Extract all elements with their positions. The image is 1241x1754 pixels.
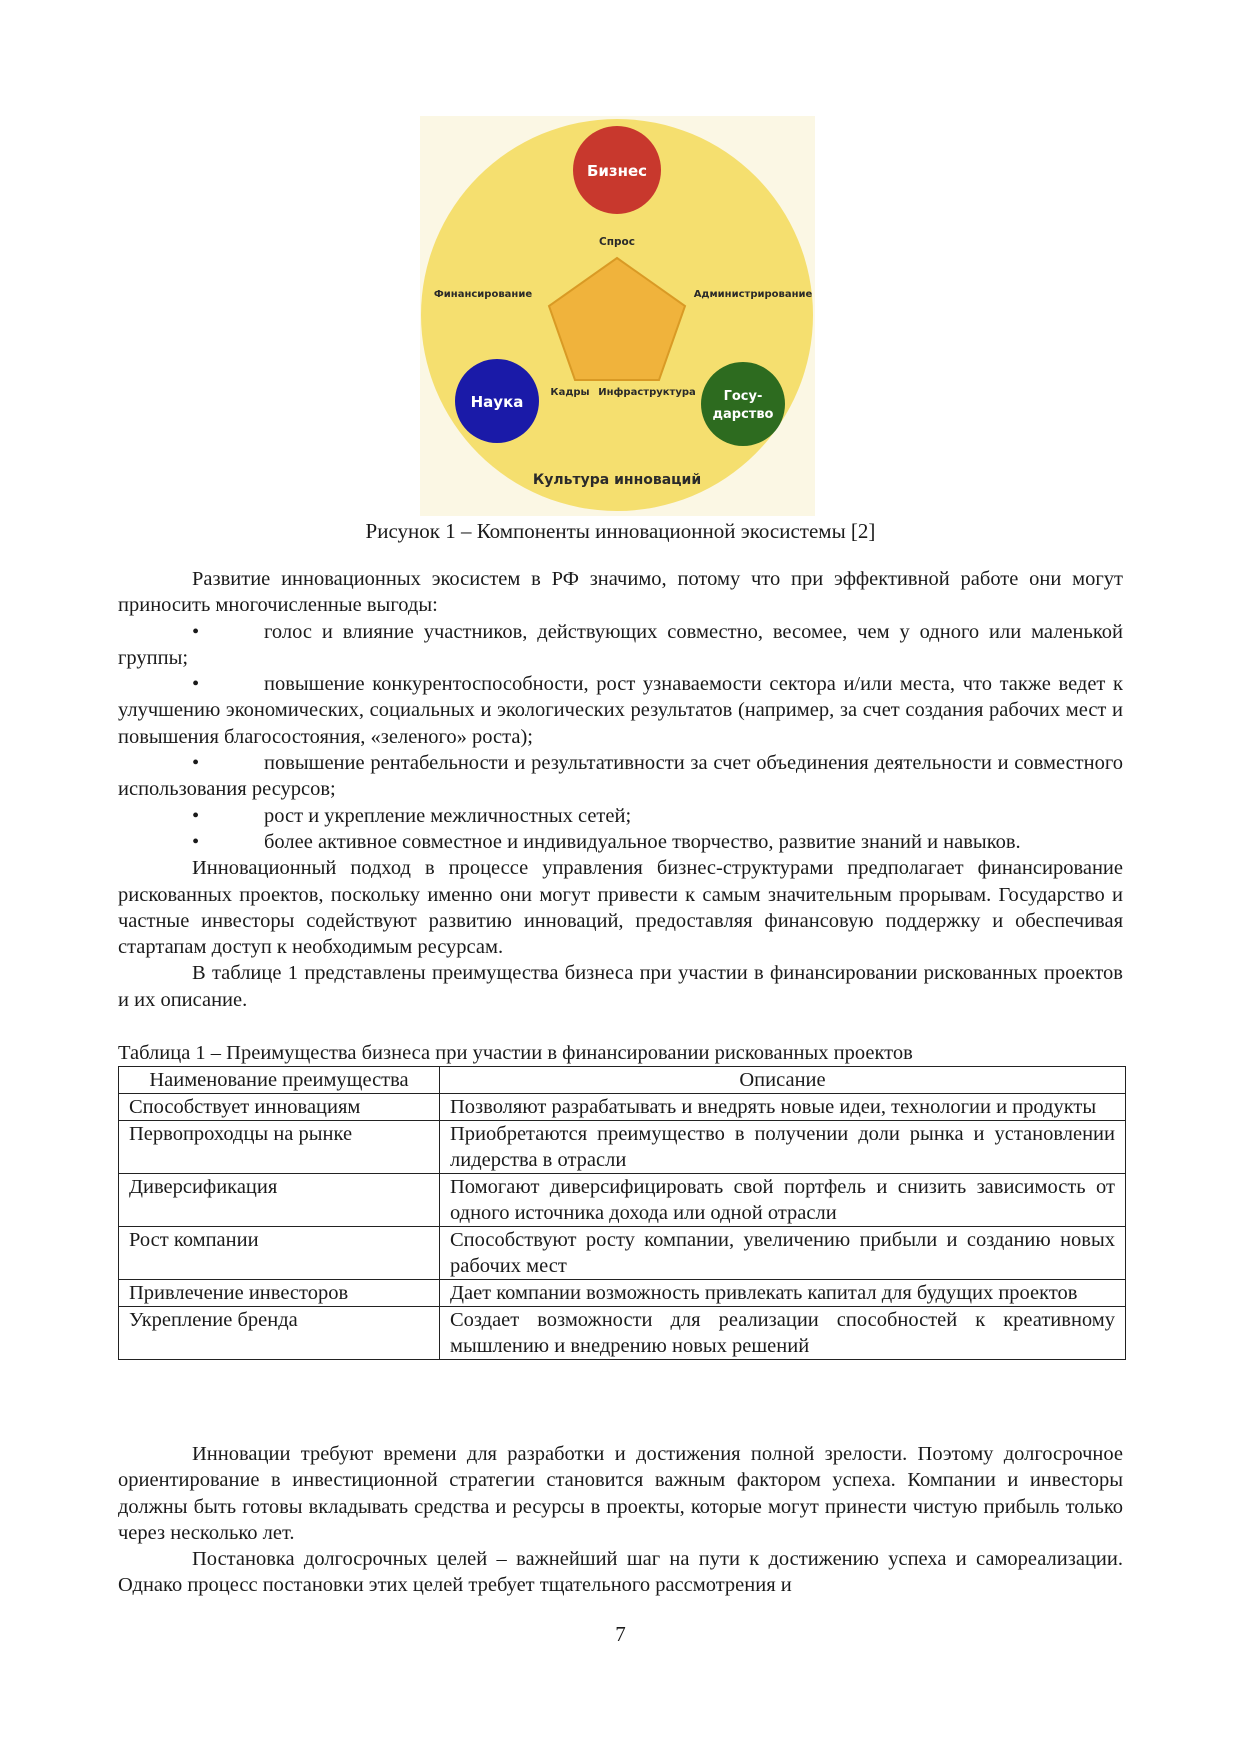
table-title: Таблица 1 – Преимущества бизнеса при участии в финансировании рискованных проектов (118, 1042, 913, 1064)
paragraph-long-term-goals: Постановка долгосрочных целей – важнейший шаг на пути к достижению успеха и самореализации. Однако процесс постановки этих целей требует тщательного рассмотрения и (118, 1548, 1123, 1597)
bullet-text: голос и влияние участников, действующих совместно, весомее, чем у одного или маленькой группы; (118, 620, 1123, 669)
advantage-description: Создает возможности для реализации способностей к креативному мышлению и внедрению новых решений (440, 1307, 1126, 1360)
paragraph-innovation-time: Инновации требуют времени для разработки и достижения полной зрелости. Поэтому долгосрочное ориентирование в инвестиционной стратегии становится важным фактором успеха. Компании и инвесторы должны быть готовы вкладывать средства и ресурсы в проекты, которые могут принести чистую прибыль только через несколько лет. (118, 1443, 1123, 1544)
table-row (119, 1121, 1126, 1174)
table-header-row (119, 1067, 1126, 1094)
bullet-text: повышение конкурентоспособности, рост узнаваемости сектора и/или места, что также ведет к улучшению экономических, социальных и экологических результатов (например, за счет создания рабочих мест и повышения благосостояния, «зеленого» роста); (118, 673, 1123, 748)
bullet-item (118, 829, 1123, 855)
bullet-icon: • (192, 620, 200, 643)
bullet-text: повышение рентабельности и результативности за счет объединения деятельности и совместного использования ресурсов; (118, 752, 1123, 801)
advantage-description: Дает компании возможность привлекать капитал для будущих проектов (440, 1280, 1126, 1307)
administration-label: Администрирование (693, 289, 813, 300)
advantage-description: Позволяют разрабатывать и внедрять новые идеи, технологии и продукты (440, 1094, 1126, 1121)
page-number: 7 (615, 1622, 626, 1646)
figure-caption: Рисунок 1 – Компоненты инновационной экосистемы [2] (365, 519, 876, 543)
demand-label: Спрос (599, 236, 635, 248)
bullet-icon: • (192, 752, 200, 775)
advantage-name: Укрепление бренда (119, 1307, 440, 1360)
financing-label: Финансирование (433, 289, 533, 300)
body-text-upper (118, 566, 1123, 1013)
advantage-name: Первопроходцы на рынке (119, 1121, 440, 1174)
advantage-name: Привлечение инвесторов (119, 1280, 440, 1307)
state-node (701, 362, 785, 446)
bullet-text: рост и укрепление межличностных сетей; (264, 804, 632, 827)
table-row (119, 1227, 1126, 1280)
infrastructure-label: Инфраструктура (598, 387, 696, 398)
advantage-name: Рост компании (119, 1227, 440, 1280)
state-label-line2: дарство (712, 407, 774, 422)
table-header-cell: Наименование преимущества (119, 1067, 440, 1094)
advantage-name: Способствует инновациям (119, 1094, 440, 1121)
science-label: Наука (470, 393, 524, 411)
bullet-item (118, 803, 1123, 829)
personnel-label: Кадры (550, 387, 590, 398)
table-header-cell: Описание (440, 1067, 1126, 1094)
innovation-culture-label: Культура инноваций (532, 472, 702, 488)
bullet-item (118, 750, 1123, 803)
table-row (119, 1280, 1126, 1307)
bullet-text: более активное совместное и индивидуальное творчество, развитие знаний и навыков. (264, 830, 1021, 853)
state-label-line1: Госу- (723, 389, 763, 404)
body-text-lower (118, 1441, 1123, 1599)
table-row (119, 1307, 1126, 1360)
paragraph-table-intro: В таблице 1 представлены преимущества бизнеса при участии в финансировании рискованных проектов и их описание. (118, 962, 1123, 1011)
bullet-icon: • (192, 673, 200, 696)
bullet-icon: • (192, 830, 200, 853)
bullet-icon: • (192, 804, 200, 827)
advantages-table (118, 1066, 1126, 1360)
paragraph-intro: Развитие инновационных экосистем в РФ значимо, потому что при эффективной работе они могут приносить многочисленные выгоды: (118, 568, 1123, 617)
business-label: Бизнес (586, 162, 648, 180)
ecosystem-figure (420, 116, 815, 516)
table-row (119, 1174, 1126, 1227)
table-row (119, 1094, 1126, 1121)
advantage-description: Помогают диверсифицировать свой портфель и снизить зависимость от одного источника дохода или одной отрасли (440, 1174, 1126, 1227)
advantage-description: Приобретаются преимущество в получении доли рынка и установлении лидерства в отрасли (440, 1121, 1126, 1174)
advantage-description: Способствуют росту компании, увеличению прибыли и созданию новых рабочих мест (440, 1227, 1126, 1280)
bullet-item (118, 671, 1123, 750)
bullet-item (118, 619, 1123, 672)
ecosystem-diagram (420, 116, 815, 516)
advantage-name: Диверсификация (119, 1174, 440, 1227)
paragraph-innovative-approach: Инновационный подход в процессе управления бизнес-структурами предполагает финансирование рискованных проектов, поскольку именно они могут привести к самым значительным прорывам. Государство и частные инвесторы содействуют развитию инноваций, предоставляя финансовую поддержку и обеспечивая стартапам доступ к необходимым ресурсам. (118, 857, 1123, 959)
